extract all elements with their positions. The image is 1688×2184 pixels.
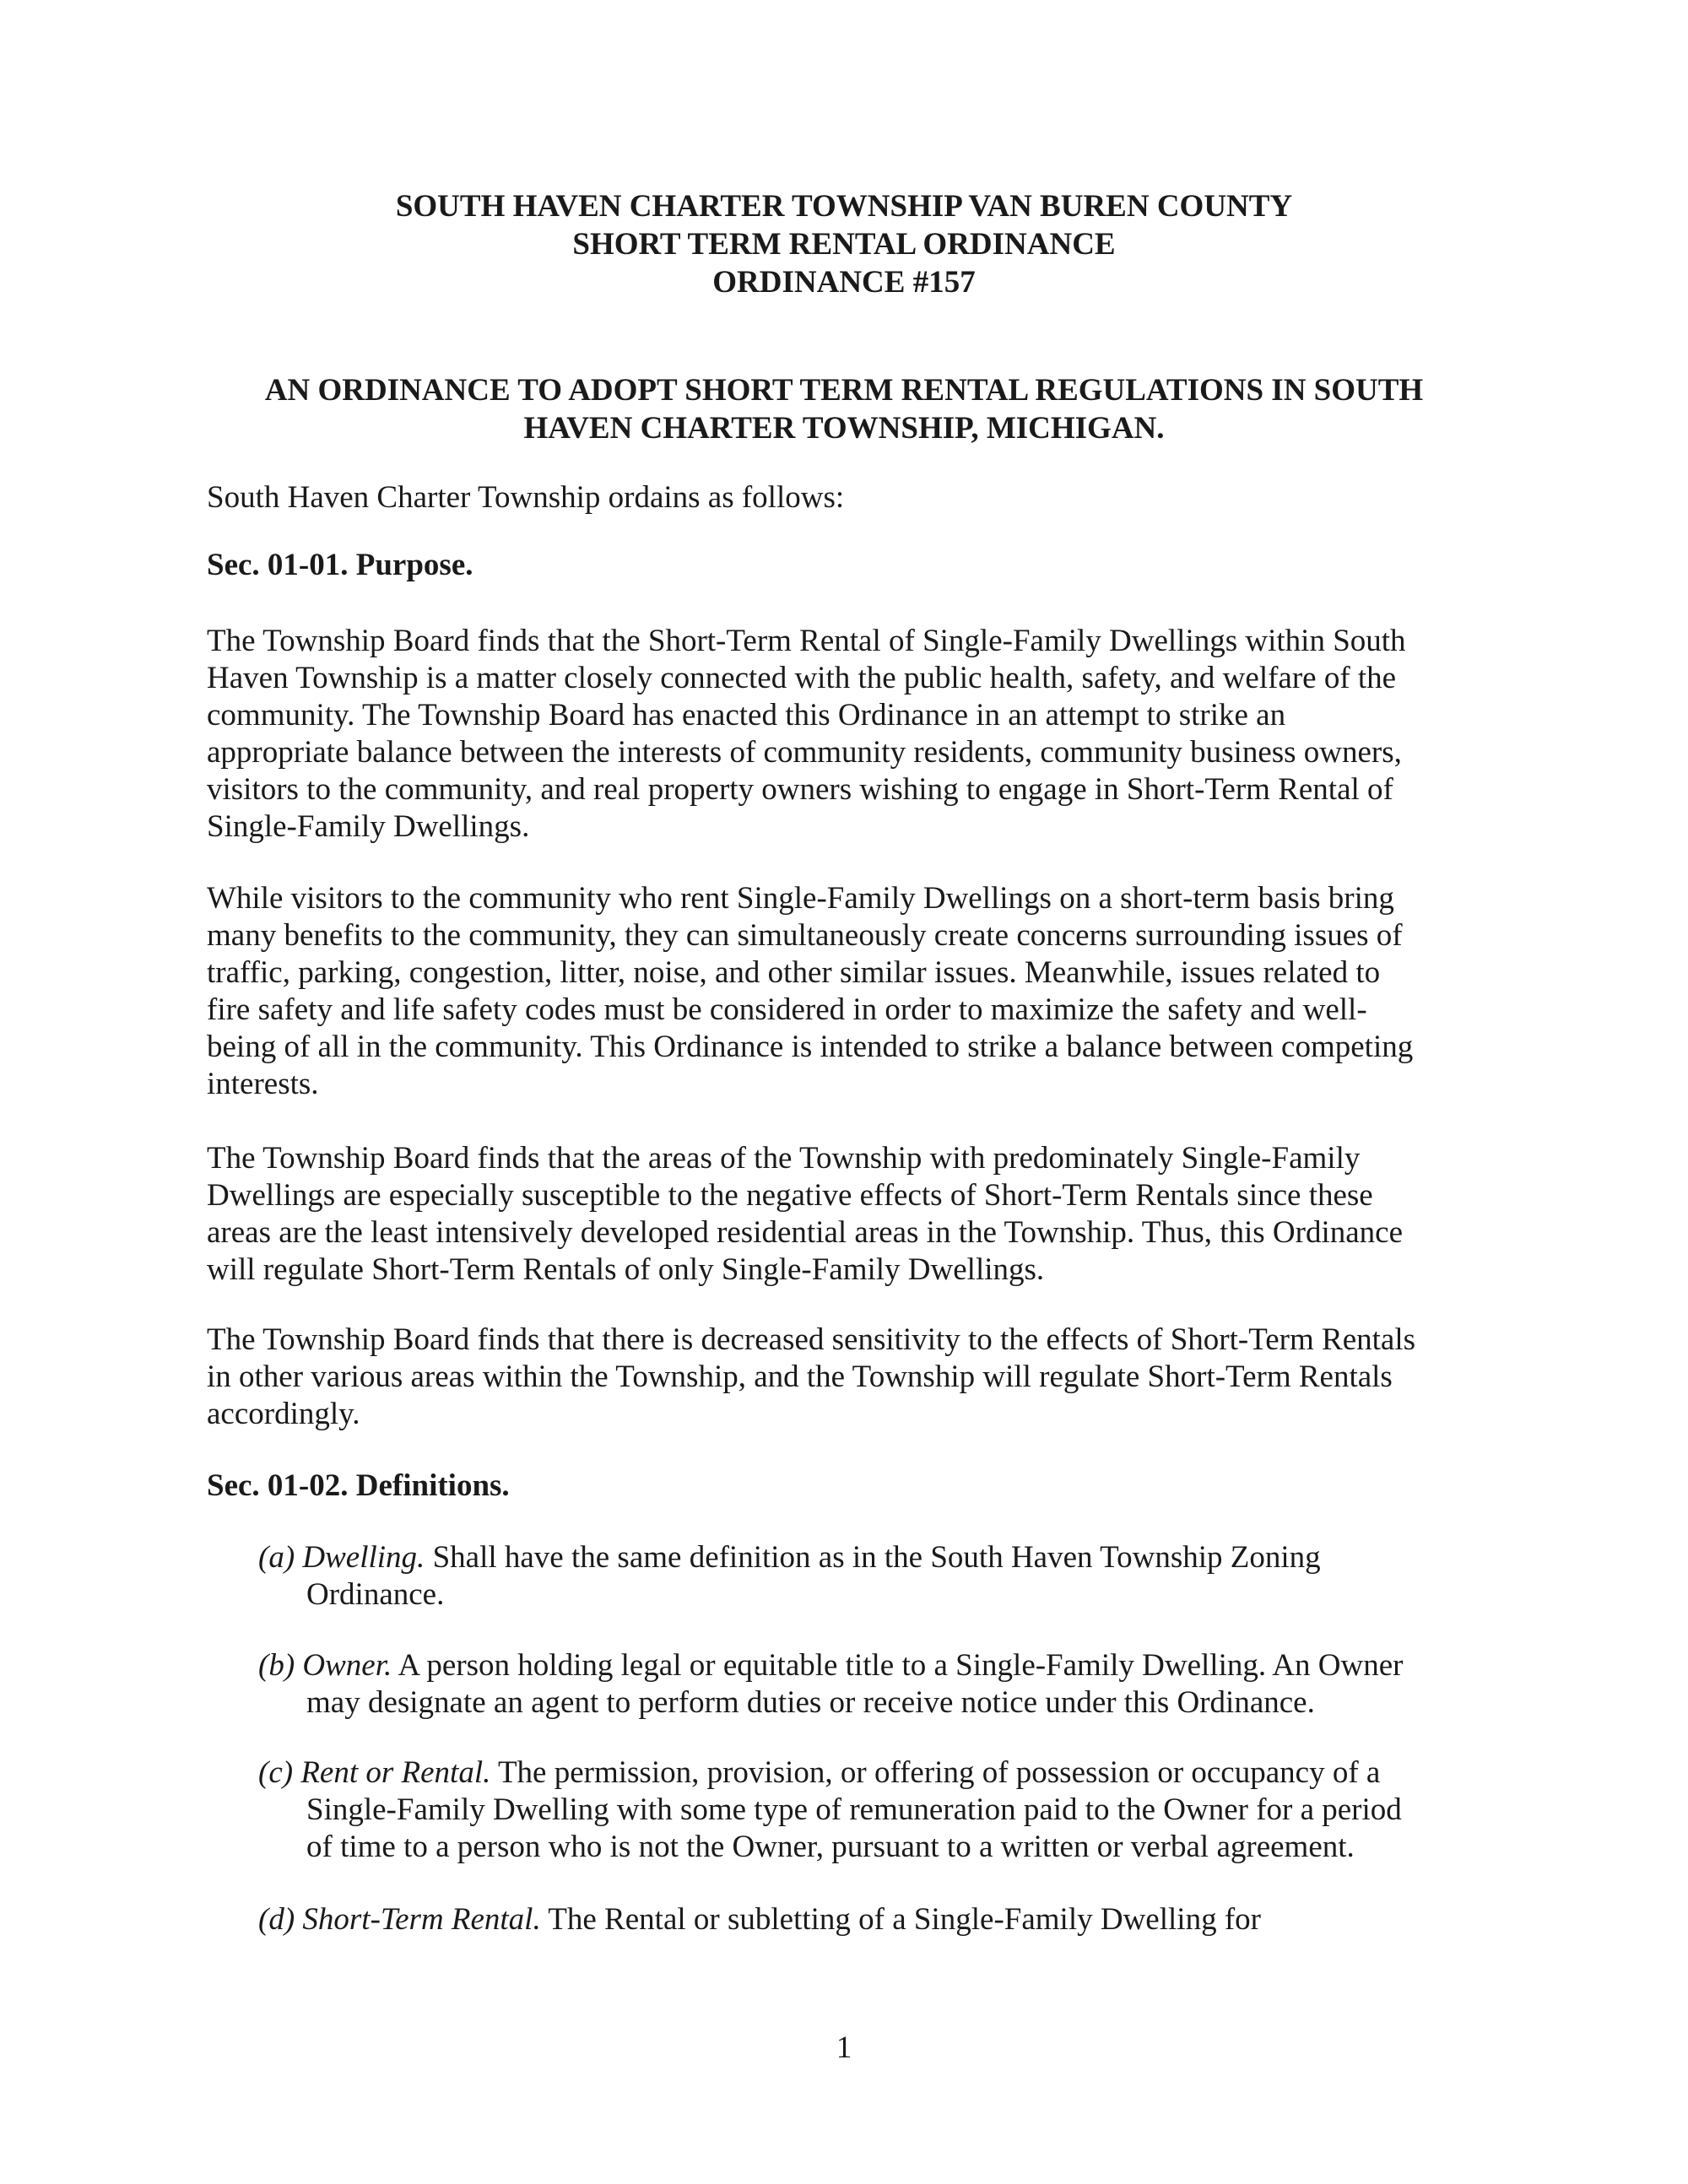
definition-term: (d) Short-Term Rental. — [258, 1902, 541, 1937]
page-number: 1 — [836, 2030, 852, 2065]
title-line: SHORT TERM RENTAL ORDINANCE — [572, 227, 1116, 262]
text-line: will regulate Short-Term Rentals of only Single-Family Dwellings. — [207, 1252, 1045, 1287]
definition-text: A person holding legal or equitable title to a Single-Family Dwelling. An Owner — [392, 1648, 1404, 1683]
text-line: The Township Board finds that the areas of the Township with predominately Single-Family — [207, 1141, 1361, 1176]
definition-short-term-rental — [258, 1901, 1261, 1938]
definition-text: Single-Family Dwelling with some type of remuneration paid to the Owner for a period — [306, 1792, 1402, 1827]
text-line: The Township Board finds that there is decreased sensitivity to the effects of Short-Term Rentals — [207, 1322, 1415, 1357]
text-line: many benefits to the community, they can simultaneously create concerns surrounding issues of — [207, 918, 1403, 953]
purpose-paragraph-4 — [207, 1322, 1490, 1433]
text-line: Single-Family Dwellings. — [207, 809, 530, 844]
purpose-paragraph-3 — [207, 1140, 1490, 1289]
text-line: visitors to the community, and real property owners wishing to engage in Short-Term Rental of — [207, 772, 1393, 807]
purpose-paragraph-1 — [207, 623, 1490, 846]
title-line: SOUTH HAVEN CHARTER TOWNSHIP VAN BUREN COUNTY — [395, 189, 1293, 224]
text-line: While visitors to the community who rent Single-Family Dwellings on a short-term basis bring — [207, 881, 1394, 916]
definition-term: (c) Rent or Rental. — [258, 1755, 491, 1790]
title-line: ORDINANCE #157 — [712, 265, 976, 300]
purpose-paragraph-2 — [207, 880, 1490, 1103]
document-title — [0, 187, 1688, 301]
definition-term: (a) Dwelling. — [258, 1540, 425, 1575]
definition-owner — [258, 1647, 1403, 1722]
definition-text: The Rental or subletting of a Single-Family Dwelling for — [540, 1902, 1261, 1937]
definition-text: Shall have the same definition as in the South Haven Township Zoning — [425, 1540, 1321, 1575]
definition-text: Ordinance. — [306, 1577, 445, 1612]
subtitle-line: AN ORDINANCE TO ADOPT SHORT TERM RENTAL REGULATIONS IN SOUTH — [264, 373, 1424, 408]
text-line: Haven Township is a matter closely connected with the public health, safety, and welfare of the — [207, 661, 1397, 695]
definition-text: of time to a person who is not the Owner, pursuant to a written or verbal agreement. — [306, 1830, 1355, 1864]
definition-text: may designate an agent to perform duties or receive notice under this Ordinance. — [306, 1685, 1315, 1720]
subtitle-line: HAVEN CHARTER TOWNSHIP, MICHIGAN. — [523, 411, 1165, 446]
intro-text: South Haven Charter Township ordains as follows: — [207, 480, 845, 515]
text-line: fire safety and life safety codes must be considered in order to maximize the safety and well- — [207, 992, 1367, 1027]
text-line: in other various areas within the Township, and the Township will regulate Short-Term Rentals — [207, 1360, 1393, 1394]
text-line: traffic, parking, congestion, litter, noise, and other similar issues. Meanwhile, issues related to — [207, 955, 1381, 990]
document-subtitle — [0, 371, 1688, 447]
text-line: community. The Township Board has enacted this Ordinance in an attempt to strike an — [207, 698, 1286, 733]
text-line: The Township Board finds that the Short-Term Rental of Single-Family Dwellings within South — [207, 624, 1406, 658]
section-heading-purpose: Sec. 01-01. Purpose. — [207, 548, 473, 582]
section-heading-definitions: Sec. 01-02. Definitions. — [207, 1468, 510, 1503]
definition-text: The permission, provision, or offering of possession or occupancy of a — [490, 1755, 1381, 1790]
text-line: being of all in the community. This Ordinance is intended to strike a balance between competing — [207, 1030, 1414, 1064]
text-line: Dwellings are especially susceptible to the negative effects of Short-Term Rentals since these — [207, 1178, 1373, 1213]
text-line: interests. — [207, 1067, 319, 1101]
text-line: appropriate balance between the interests of community residents, community business owners, — [207, 735, 1402, 770]
text-line: accordingly. — [207, 1397, 360, 1431]
definition-term: (b) Owner. — [258, 1648, 392, 1683]
definition-dwelling — [258, 1539, 1321, 1614]
definition-rental — [258, 1754, 1402, 1866]
text-line: areas are the least intensively developed residential areas in the Township. Thus, this Ordinance — [207, 1215, 1404, 1250]
